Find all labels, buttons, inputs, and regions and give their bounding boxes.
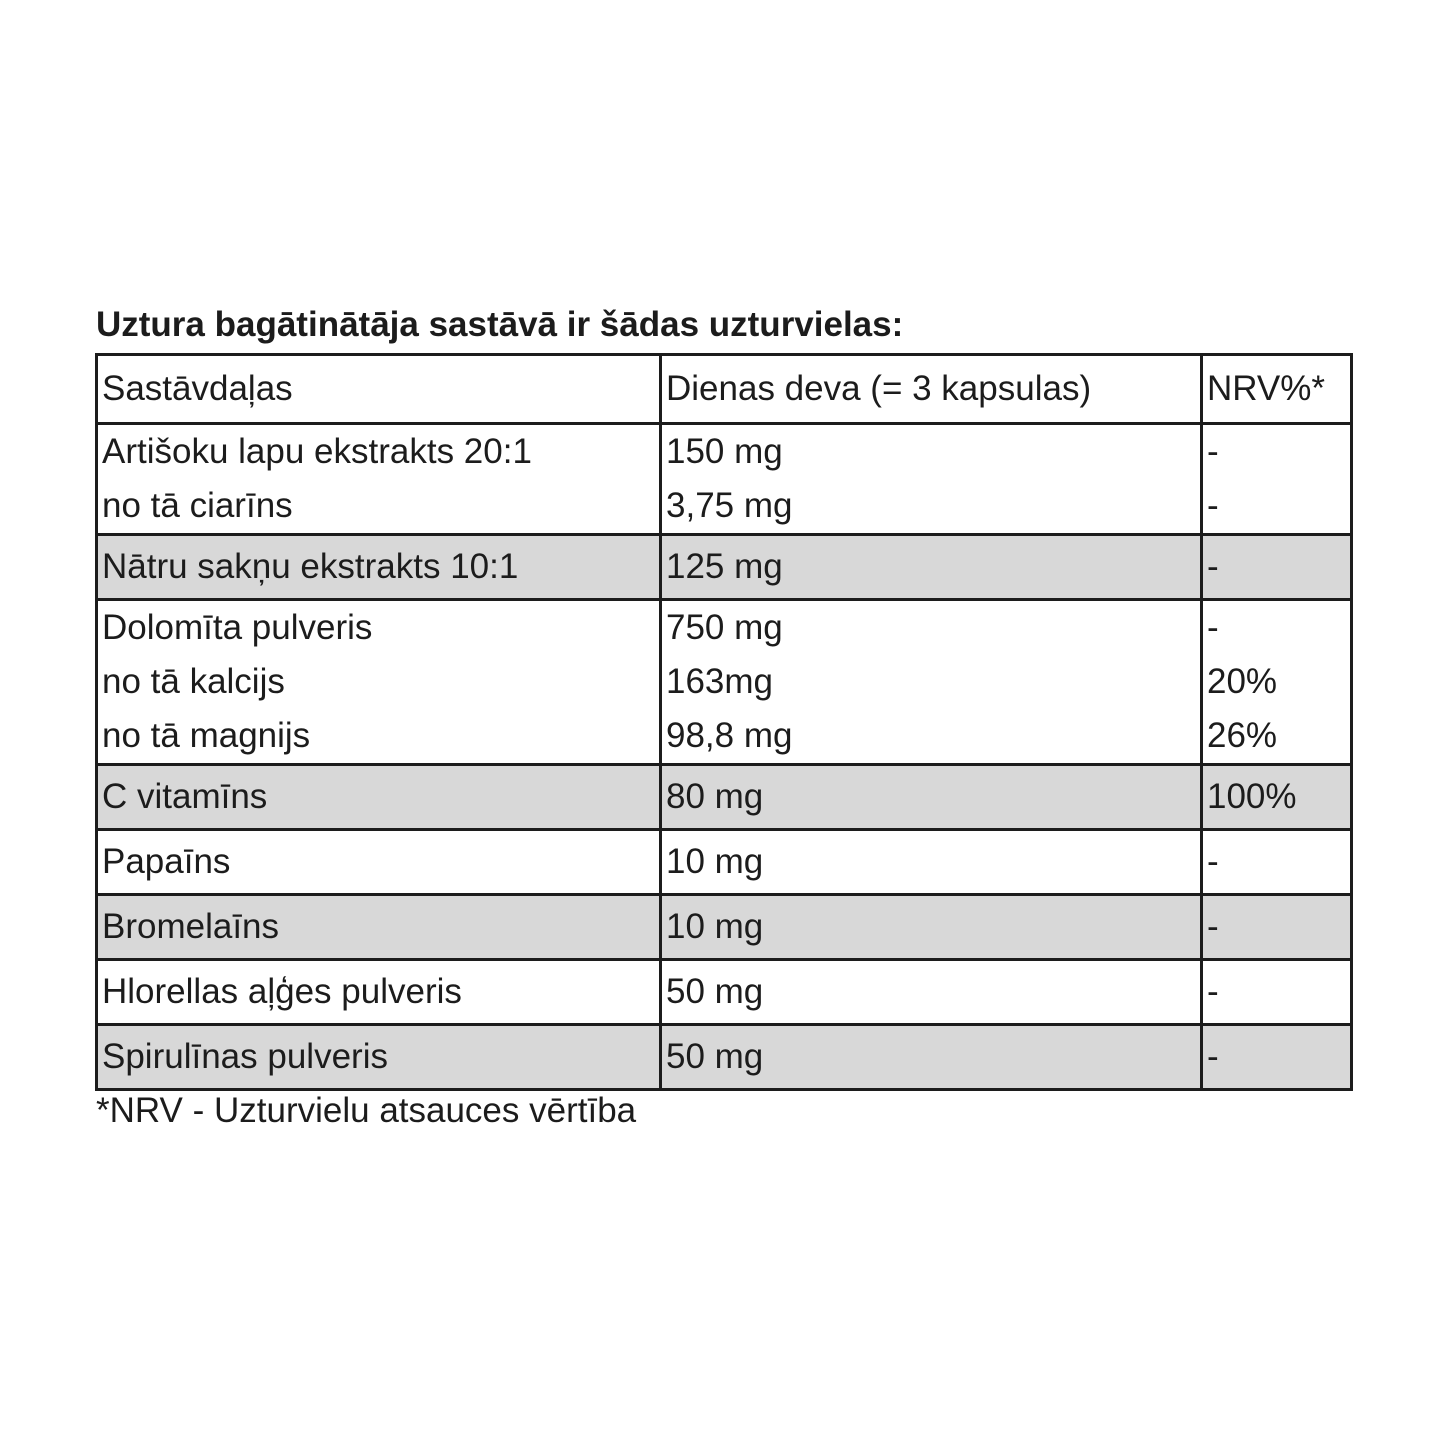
nrv-text: 100% <box>1207 777 1297 816</box>
ingredient-cell <box>97 1025 661 1090</box>
ingredient-cell <box>97 830 661 895</box>
nrv-cell <box>1202 765 1352 830</box>
dose-cell <box>661 424 1202 535</box>
nrv-cell <box>1202 960 1352 1025</box>
nrv-text: 26% <box>1207 716 1278 755</box>
nrv-text: - <box>1207 486 1219 525</box>
header-daily-dose: Dienas deva (= 3 kapsulas) <box>661 355 1202 424</box>
dose-text: 10 mg <box>666 907 764 946</box>
table-row <box>97 1025 1352 1090</box>
dose-text: 150 mg <box>666 432 783 471</box>
ingredient-text: no tā magnijs <box>102 716 311 755</box>
nrv-cell <box>1202 424 1352 535</box>
ingredient-text: Spirulīnas pulveris <box>102 1037 388 1076</box>
nrv-cell <box>1202 535 1352 600</box>
table-row <box>97 830 1352 895</box>
ingredient-text: C vitamīns <box>102 777 268 816</box>
ingredient-text: Papaīns <box>102 842 231 881</box>
dose-cell <box>661 960 1202 1025</box>
ingredient-cell <box>97 600 661 765</box>
ingredient-cell <box>97 535 661 600</box>
nrv-cell <box>1202 600 1352 765</box>
table-header-row <box>97 355 1352 424</box>
header-nrv: NRV%* <box>1202 355 1352 424</box>
dose-text: 10 mg <box>666 842 764 881</box>
ingredient-cell <box>97 765 661 830</box>
ingredient-cell <box>97 895 661 960</box>
dose-text: 125 mg <box>666 547 783 586</box>
nrv-text: 20% <box>1207 662 1278 701</box>
dose-text: 750 mg <box>666 608 783 647</box>
ingredient-text: Bromelaīns <box>102 907 280 946</box>
nrv-text: - <box>1207 608 1219 647</box>
dose-cell <box>661 765 1202 830</box>
dose-text: 98,8 mg <box>666 716 793 755</box>
dose-cell <box>661 830 1202 895</box>
dose-cell <box>661 895 1202 960</box>
ingredient-cell <box>97 424 661 535</box>
ingredient-cell <box>97 960 661 1025</box>
nrv-text: - <box>1207 432 1219 471</box>
dose-cell <box>661 1025 1202 1090</box>
table-row <box>97 765 1352 830</box>
nutrient-table <box>95 353 1353 1091</box>
ingredient-text: Dolomīta pulveris <box>102 608 373 647</box>
table-row <box>97 424 1352 535</box>
dose-text: 50 mg <box>666 972 764 1011</box>
dose-text: 3,75 mg <box>666 486 793 525</box>
dose-text: 163mg <box>666 662 774 701</box>
nrv-text: - <box>1207 842 1219 881</box>
footnote: *NRV - Uzturvielu atsauces vērtība <box>96 1091 637 1130</box>
ingredient-text: no tā kalcijs <box>102 662 285 701</box>
dose-cell <box>661 600 1202 765</box>
table-row <box>97 600 1352 765</box>
ingredient-text: Nātru sakņu ekstrakts 10:1 <box>102 547 519 586</box>
dose-text: 50 mg <box>666 1037 764 1076</box>
ingredient-text: Hlorellas aļģes pulveris <box>102 972 462 1011</box>
nrv-text: - <box>1207 1037 1219 1076</box>
ingredient-text: Artišoku lapu ekstrakts 20:1 <box>102 432 532 471</box>
table-row <box>97 895 1352 960</box>
dose-text: 80 mg <box>666 777 764 816</box>
nrv-text: - <box>1207 972 1219 1011</box>
dose-cell <box>661 535 1202 600</box>
nrv-text: - <box>1207 547 1219 586</box>
table-row <box>97 960 1352 1025</box>
table-row <box>97 535 1352 600</box>
page-title: Uztura bagātinātāja sastāvā ir šādas uzturvielas: <box>96 305 904 344</box>
nrv-cell <box>1202 895 1352 960</box>
nrv-cell <box>1202 830 1352 895</box>
ingredient-text: no tā ciarīns <box>102 486 293 525</box>
nrv-text: - <box>1207 907 1219 946</box>
nrv-cell <box>1202 1025 1352 1090</box>
header-ingredient: Sastāvdaļas <box>97 355 661 424</box>
